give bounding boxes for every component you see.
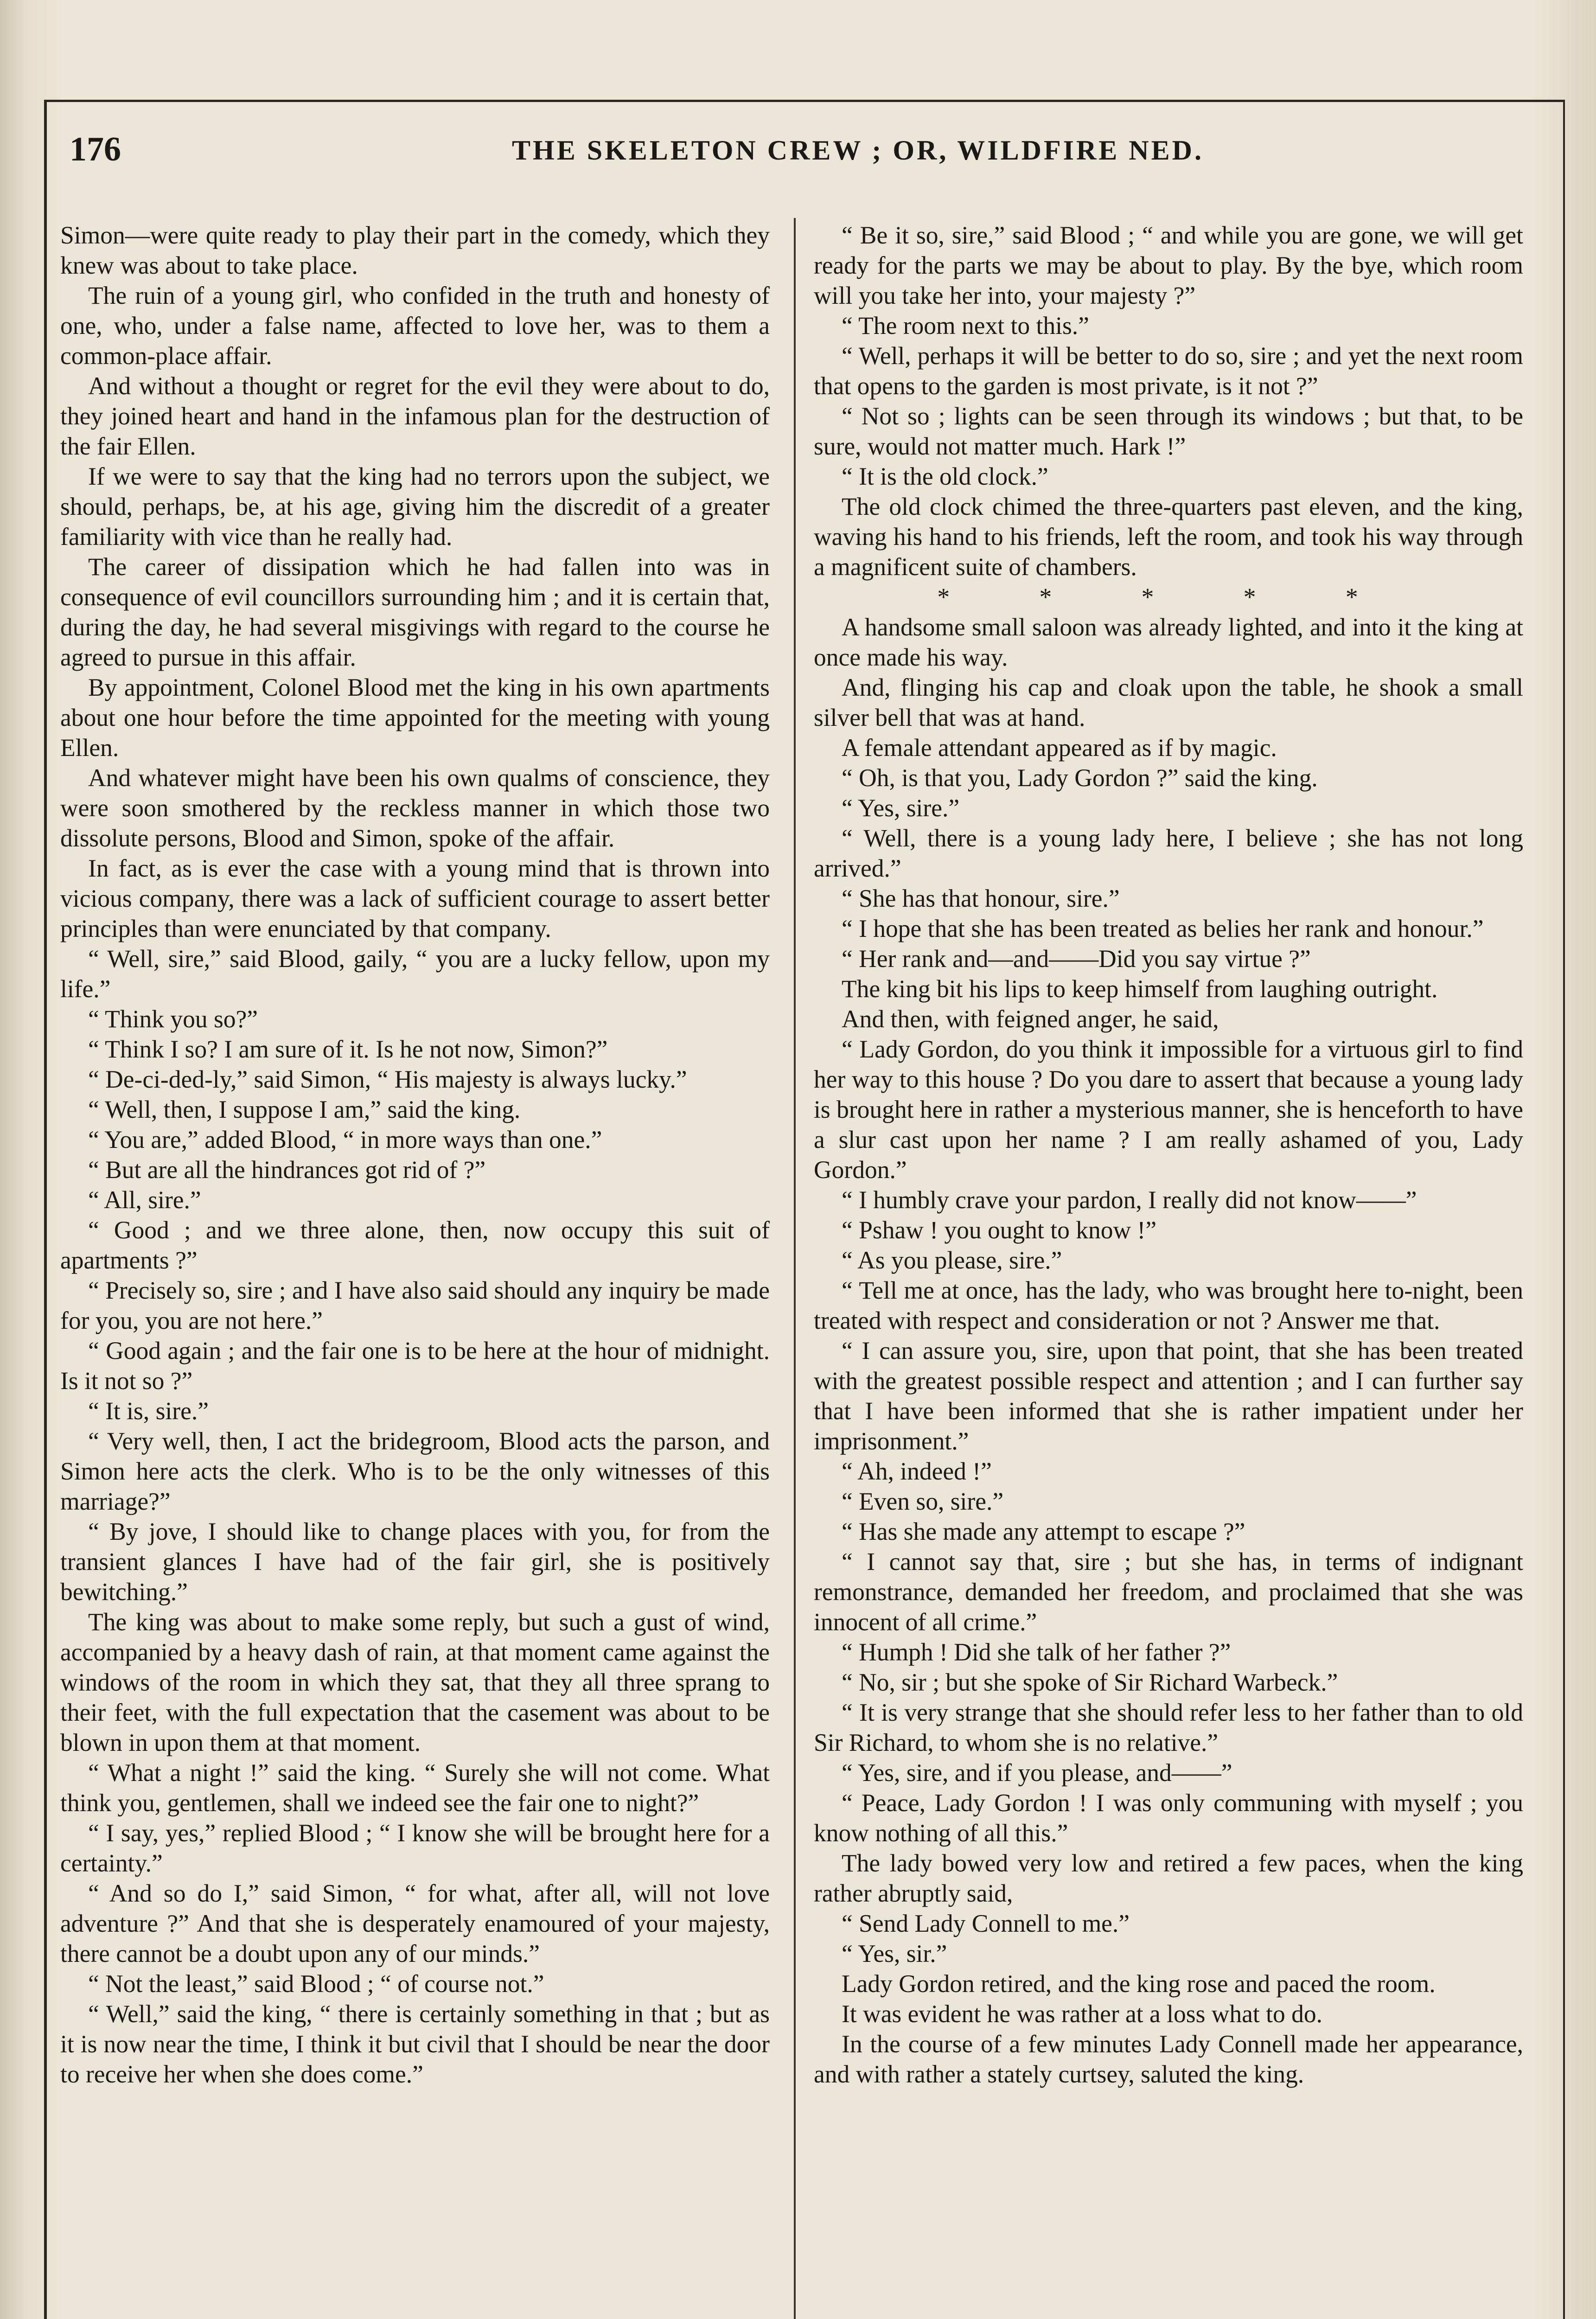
paragraph: “ Peace, Lady Gordon ! I was only communing with myself ; you know nothing of all this.” <box>814 1789 1523 1847</box>
paragraph: “ By jove, I should like to change places with you, for from the transient glances I have had of the fair girl, she is positively bewitching.” <box>60 1518 770 1606</box>
paragraph: “ Even so, sire.” <box>842 1487 1004 1515</box>
paragraph: “ Tell me at once, has the lady, who was brought here to-night, been treated with respect and consideration or not ? Answer me that. <box>814 1276 1523 1334</box>
paragraph: “ I can assure you, sire, upon that point, that she has been treated with the greatest possible respect and attention ; and I can further say that I have been informed that she is rather impatient under her imprisonment.” <box>814 1337 1523 1455</box>
paragraph: “ Think you so?” <box>88 1005 258 1033</box>
paragraph: “ And so do I,” said Simon, “ for what, after all, will not love adventure ?” And that she is desperately enamoured of your majesty, there cannot be a doubt upon any of our minds.” <box>60 1879 770 1967</box>
running-title: THE SKELETON CREW ; OR, WILDFIRE NED. <box>512 135 1204 166</box>
paragraph: “ I hope that she has been treated as belies her rank and honour.” <box>842 915 1484 942</box>
paragraph: A female attendant appeared as if by magic. <box>842 734 1277 762</box>
paragraph: And then, with feigned anger, he said, <box>842 1005 1219 1033</box>
paragraph: “ Ah, indeed !” <box>842 1457 992 1485</box>
paragraph: “ Be it so, sire,” said Blood ; “ and while you are gone, we will get ready for the parts we may be about to play. By the bye, which room will you take her into, your majesty ?” <box>814 221 1523 309</box>
paragraph: “ Not the least,” said Blood ; “ of course not.” <box>88 1970 544 1998</box>
paragraph: “ Good ; and we three alone, then, now occupy this suit of apartments ?” <box>60 1216 770 1274</box>
column-rule <box>794 218 796 2319</box>
paragraph: “ Yes, sire.” <box>842 794 960 822</box>
paragraph: “ Think I so? I am sure of it. Is he not now, Simon?” <box>88 1035 608 1063</box>
paragraph: “ Well, there is a young lady here, I believe ; she has not long arrived.” <box>814 824 1523 882</box>
paragraph: “ I cannot say that, sire ; but she has, in terms of indignant remonstrance, demanded her freedom, and proclaimed that she was innocent of all crime.” <box>814 1548 1523 1636</box>
paragraph: “ What a night !” said the king. “ Surely she will not come. What think you, gentlemen, shall we indeed see the fair one to night?” <box>60 1759 770 1817</box>
paragraph: “ Well, sire,” said Blood, gaily, “ you are a lucky fellow, upon my life.” <box>60 945 770 1003</box>
paragraph: “ As you please, sire.” <box>842 1246 1062 1274</box>
paragraph: “ The room next to this.” <box>842 312 1089 340</box>
paragraph: Lady Gordon retired, and the king rose and paced the room. <box>842 1970 1436 1998</box>
paragraph: The ruin of a young girl, who confided in the truth and honesty of one, who, under a false name, affected to love her, was to them a common-place affair. <box>60 282 770 370</box>
paragraph: “ Yes, sir.” <box>842 1940 947 1967</box>
paragraph: In the course of a few minutes Lady Connell made her appearance, and with rather a stately curtsey, saluted the king. <box>814 2030 1523 2088</box>
paragraph: It was evident he was rather at a loss what to do. <box>842 2000 1323 2028</box>
right-column <box>814 220 1523 2319</box>
paragraph: “ I say, yes,” replied Blood ; “ I know she will be brought here for a certainty.” <box>60 1819 770 1877</box>
paragraph: “ Not so ; lights can be seen through its windows ; but that, to be sure, would not matter much. Hark !” <box>814 402 1523 460</box>
paragraph: “ She has that honour, sire.” <box>842 884 1120 912</box>
paragraph: By appointment, Colonel Blood met the king in his own apartments about one hour before the time appointed for the meeting with young Ellen. <box>60 673 770 762</box>
section-break: * * * * * <box>937 583 1400 611</box>
running-head <box>70 130 1530 186</box>
paragraph: And without a thought or regret for the evil they were about to do, they joined heart and hand in the infamous plan for the destruction of the fair Ellen. <box>60 372 770 460</box>
page-number: 176 <box>70 130 121 168</box>
paragraph: “ Good again ; and the fair one is to be here at the hour of midnight. Is it not so ?” <box>60 1337 770 1395</box>
paragraph: “ Very well, then, I act the bridegroom, Blood acts the parson, and Simon here acts the clerk. Who is to be the only witnesses of this marriage?” <box>60 1427 770 1515</box>
paragraph: “ Has she made any attempt to escape ?” <box>842 1518 1245 1545</box>
paragraph: The king was about to make some reply, but such a gust of wind, accompanied by a heavy dash of rain, at that moment came against the windows of the room in which they sat, that they all three sprang to their feet, with the full expectation that the casement was about to be blown in upon them at that moment. <box>60 1608 770 1756</box>
paragraph: “ De-ci-ded-ly,” said Simon, “ His majesty is always lucky.” <box>88 1065 687 1093</box>
paragraph: And, flinging his cap and cloak upon the table, he shook a small silver bell that was at hand. <box>814 673 1523 731</box>
left-column <box>60 220 770 2319</box>
paragraph: If we were to say that the king had no terrors upon the subject, we should, perhaps, be, at his age, giving him the discredit of a greater familiarity with vice than he really had. <box>60 462 770 551</box>
paragraph: “ It is, sire.” <box>88 1397 209 1425</box>
paragraph: “ Well, then, I suppose I am,” said the king. <box>88 1095 521 1123</box>
paragraph: “ Her rank and—and——Did you say virtue ?” <box>842 945 1311 973</box>
paragraph: “ Yes, sire, and if you please, and——” <box>842 1759 1232 1787</box>
paragraph: “ I humbly crave your pardon, I really did not know——” <box>842 1186 1417 1214</box>
paragraph: Simon—were quite ready to play their part in the comedy, which they knew was about to take place. <box>60 221 770 279</box>
paragraph: “ Pshaw ! you ought to know !” <box>842 1216 1157 1244</box>
paragraph: “ Oh, is that you, Lady Gordon ?” said the king. <box>842 764 1318 792</box>
paragraph: “ Humph ! Did she talk of her father ?” <box>842 1638 1231 1666</box>
paragraph: “ It is the old clock.” <box>842 462 1048 490</box>
paragraph: “ Precisely so, sire ; and I have also said should any inquiry be made for you, you are not here.” <box>60 1276 770 1334</box>
paragraph: “ You are,” added Blood, “ in more ways than one.” <box>88 1126 602 1153</box>
paragraph: “ But are all the hindrances got rid of ?” <box>88 1156 486 1184</box>
paragraph: The old clock chimed the three-quarters past eleven, and the king, waving his hand to his friends, left the room, and took his way through a magnificent suite of chambers. <box>814 493 1523 581</box>
paragraph: The lady bowed very low and retired a few paces, when the king rather abruptly said, <box>814 1849 1523 1907</box>
paragraph: And whatever might have been his own qualms of conscience, they were soon smothered by the reckless manner in which those two dissolute persons, Blood and Simon, spoke of the affair. <box>60 764 770 852</box>
paragraph: “ All, sire.” <box>88 1186 201 1214</box>
paragraph: In fact, as is ever the case with a young mind that is thrown into vicious company, there was a lack of sufficient courage to assert better principles than were enunciated by that company. <box>60 854 770 942</box>
paragraph: “ It is very strange that she should refer less to her father than to old Sir Richard, to whom she is no relative.” <box>814 1698 1523 1756</box>
paragraph: A handsome small saloon was already lighted, and into it the king at once made his way. <box>814 613 1523 671</box>
paragraph: The career of dissipation which he had fallen into was in consequence of evil councillors surrounding him ; and it is certain that, during the day, he had several misgivings with regard to the course he agreed to pursue in this affair. <box>60 553 770 671</box>
paragraph: “ Well,” said the king, “ there is certainly something in that ; but as it is now near the time, I think it but civil that I should be near the door to receive her when she does come.” <box>60 2000 770 2088</box>
paragraph: “ No, sir ; but she spoke of Sir Richard Warbeck.” <box>842 1668 1338 1696</box>
paragraph: “ Well, perhaps it will be better to do so, sire ; and yet the next room that opens to the garden is most private, is it not ?” <box>814 342 1523 400</box>
paragraph: “ Send Lady Connell to me.” <box>842 1909 1130 1937</box>
paragraph: “ Lady Gordon, do you think it impossible for a virtuous girl to find her way to this house ? Do you dare to assert that because a young lady is brought here in rather a mysterious manner, she is henceforth to have a slur cast upon her name ? I am really ashamed of you, Lady Gordon.” <box>814 1035 1523 1184</box>
paragraph: The king bit his lips to keep himself from laughing outright. <box>842 975 1438 1003</box>
